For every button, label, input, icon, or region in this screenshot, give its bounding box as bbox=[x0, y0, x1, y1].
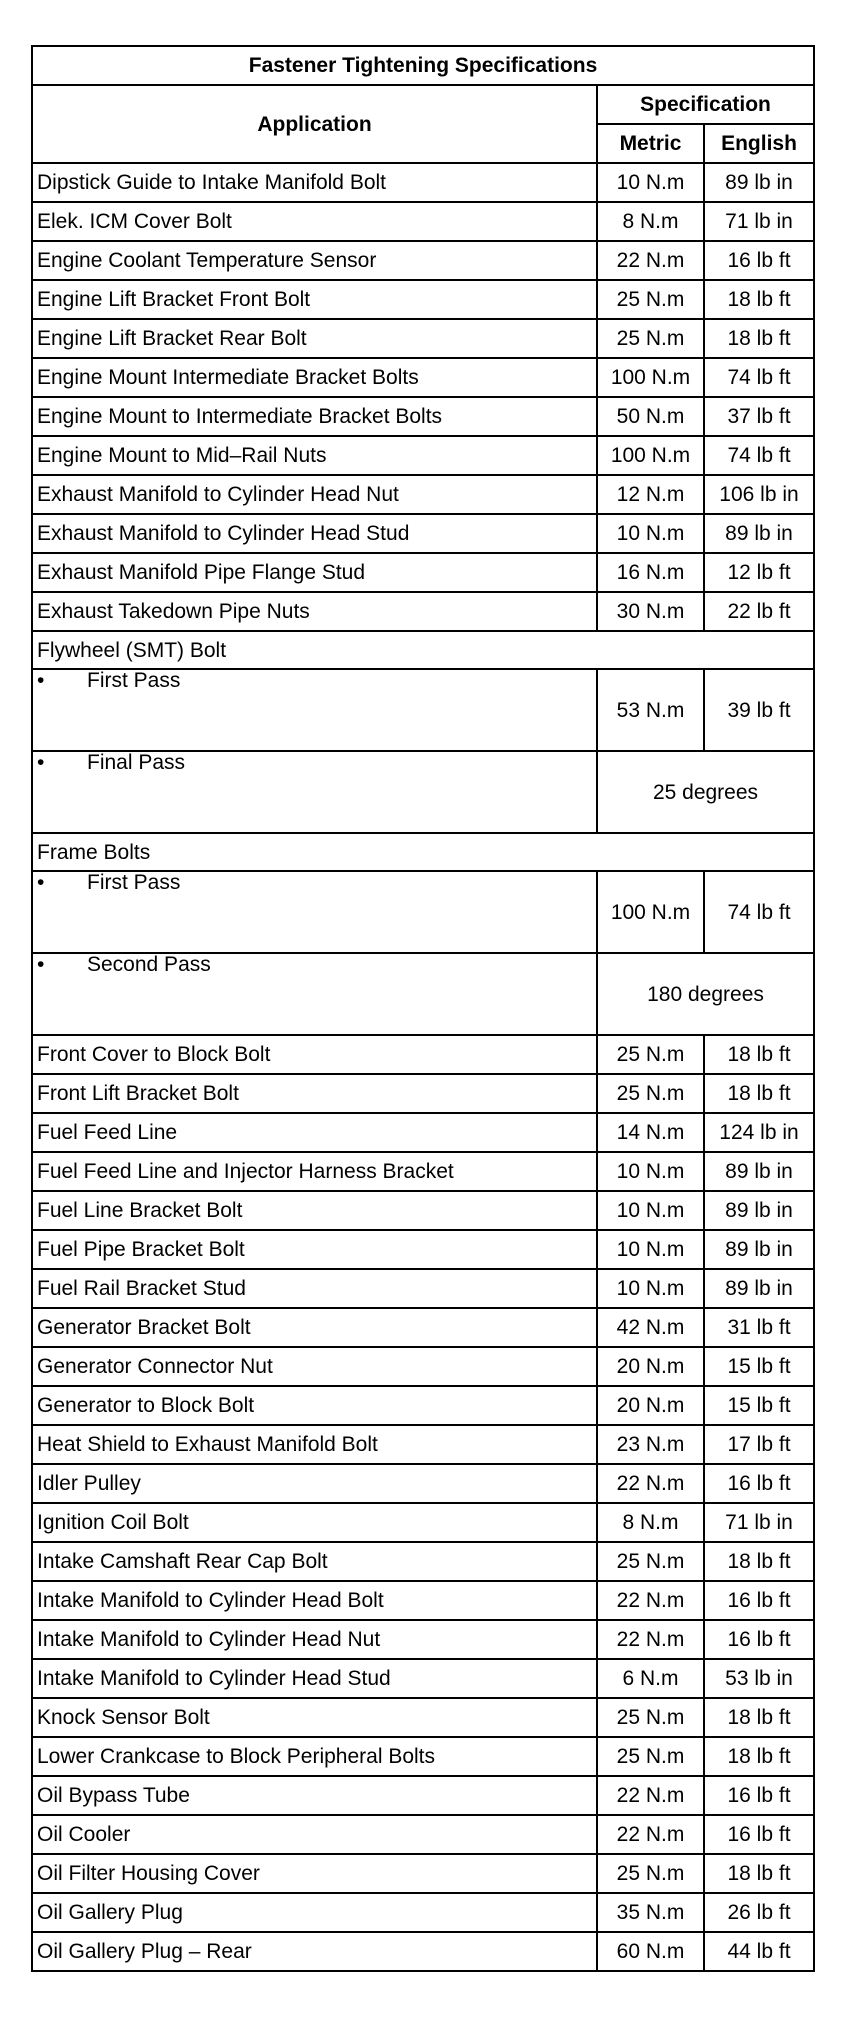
application-cell: Fuel Feed Line and Injector Harness Bracket bbox=[32, 1152, 597, 1191]
table-row bbox=[32, 1542, 814, 1581]
table-row bbox=[32, 1854, 814, 1893]
table-row bbox=[32, 1269, 814, 1308]
english-cell: 71 lb in bbox=[704, 1503, 814, 1542]
english-cell: 18 lb ft bbox=[704, 1074, 814, 1113]
application-cell: Elek. ICM Cover Bolt bbox=[32, 202, 597, 241]
table-row bbox=[32, 1113, 814, 1152]
table-row bbox=[32, 514, 814, 553]
table-row bbox=[32, 1074, 814, 1113]
metric-cell: 10 N.m bbox=[597, 1152, 704, 1191]
table-row bbox=[32, 631, 814, 669]
metric-cell: 25 N.m bbox=[597, 1698, 704, 1737]
english-cell: 18 lb ft bbox=[704, 1737, 814, 1776]
application-cell: Engine Coolant Temperature Sensor bbox=[32, 241, 597, 280]
table-header bbox=[32, 46, 814, 163]
pass-label-text: Final Pass bbox=[87, 751, 186, 774]
metric-cell: 10 N.m bbox=[597, 163, 704, 202]
table-row bbox=[32, 1893, 814, 1932]
english-cell: 16 lb ft bbox=[704, 1464, 814, 1503]
table-row bbox=[32, 397, 814, 436]
english-cell: 71 lb in bbox=[704, 202, 814, 241]
english-cell: 12 lb ft bbox=[704, 553, 814, 592]
table-row bbox=[32, 163, 814, 202]
metric-cell: 22 N.m bbox=[597, 1581, 704, 1620]
application-cell: Generator Bracket Bolt bbox=[32, 1308, 597, 1347]
table-row bbox=[32, 358, 814, 397]
table-row bbox=[32, 280, 814, 319]
table-row bbox=[32, 1698, 814, 1737]
table-row bbox=[32, 319, 814, 358]
pass-label-cell bbox=[32, 871, 597, 953]
english-cell: 89 lb in bbox=[704, 163, 814, 202]
metric-cell: 12 N.m bbox=[597, 475, 704, 514]
metric-cell: 20 N.m bbox=[597, 1347, 704, 1386]
table-row bbox=[32, 1386, 814, 1425]
metric-cell: 14 N.m bbox=[597, 1113, 704, 1152]
application-cell: Front Lift Bracket Bolt bbox=[32, 1074, 597, 1113]
metric-cell: 23 N.m bbox=[597, 1425, 704, 1464]
table-row bbox=[32, 1503, 814, 1542]
metric-cell: 10 N.m bbox=[597, 514, 704, 553]
pass-label-cell bbox=[32, 953, 597, 1035]
application-cell: Intake Camshaft Rear Cap Bolt bbox=[32, 1542, 597, 1581]
table-row bbox=[32, 751, 814, 833]
application-cell: Ignition Coil Bolt bbox=[32, 1503, 597, 1542]
metric-cell: 30 N.m bbox=[597, 592, 704, 631]
pass-label-text: First Pass bbox=[87, 669, 181, 692]
table-row bbox=[32, 1659, 814, 1698]
table-row bbox=[32, 592, 814, 631]
table-row bbox=[32, 553, 814, 592]
table-row bbox=[32, 669, 814, 751]
application-cell: Front Cover to Block Bolt bbox=[32, 1035, 597, 1074]
application-cell: Exhaust Manifold to Cylinder Head Nut bbox=[32, 475, 597, 514]
english-cell: 16 lb ft bbox=[704, 1581, 814, 1620]
application-cell: Engine Lift Bracket Front Bolt bbox=[32, 280, 597, 319]
application-cell: Oil Gallery Plug – Rear bbox=[32, 1932, 597, 1971]
english-cell: 15 lb ft bbox=[704, 1386, 814, 1425]
table-row bbox=[32, 1815, 814, 1854]
application-cell: Idler Pulley bbox=[32, 1464, 597, 1503]
metric-cell: 35 N.m bbox=[597, 1893, 704, 1932]
application-cell: Generator Connector Nut bbox=[32, 1347, 597, 1386]
application-cell: Engine Mount Intermediate Bracket Bolts bbox=[32, 358, 597, 397]
table-row bbox=[32, 1035, 814, 1074]
english-cell: 26 lb ft bbox=[704, 1893, 814, 1932]
english-cell: 16 lb ft bbox=[704, 1815, 814, 1854]
metric-cell: 25 N.m bbox=[597, 1074, 704, 1113]
english-cell: 89 lb in bbox=[704, 1230, 814, 1269]
application-cell: Generator to Block Bolt bbox=[32, 1386, 597, 1425]
application-cell: Fuel Pipe Bracket Bolt bbox=[32, 1230, 597, 1269]
application-cell: Engine Mount to Intermediate Bracket Bolts bbox=[32, 397, 597, 436]
bullet-glyph: • bbox=[37, 953, 45, 976]
metric-cell: 22 N.m bbox=[597, 241, 704, 280]
application-cell: Exhaust Manifold to Cylinder Head Stud bbox=[32, 514, 597, 553]
english-cell: 53 lb in bbox=[704, 1659, 814, 1698]
table-row bbox=[32, 1581, 814, 1620]
english-cell: 74 lb ft bbox=[704, 871, 814, 953]
table-row bbox=[32, 202, 814, 241]
application-cell: Oil Filter Housing Cover bbox=[32, 1854, 597, 1893]
english-cell: 39 lb ft bbox=[704, 669, 814, 751]
english-cell: 31 lb ft bbox=[704, 1308, 814, 1347]
table-row bbox=[32, 1308, 814, 1347]
application-cell: Engine Mount to Mid–Rail Nuts bbox=[32, 436, 597, 475]
bullet-glyph: • bbox=[37, 751, 45, 774]
english-cell: 17 lb ft bbox=[704, 1425, 814, 1464]
english-cell: 18 lb ft bbox=[704, 280, 814, 319]
metric-cell: 25 N.m bbox=[597, 1737, 704, 1776]
table-row bbox=[32, 1932, 814, 1971]
english-cell: 18 lb ft bbox=[704, 1542, 814, 1581]
application-cell: Exhaust Takedown Pipe Nuts bbox=[32, 592, 597, 631]
degrees-cell: 25 degrees bbox=[597, 751, 814, 833]
metric-header: Metric bbox=[597, 124, 704, 163]
table-row bbox=[32, 1464, 814, 1503]
application-cell: Heat Shield to Exhaust Manifold Bolt bbox=[32, 1425, 597, 1464]
table-row bbox=[32, 833, 814, 871]
english-header: English bbox=[704, 124, 814, 163]
table-body bbox=[32, 163, 814, 1971]
application-header: Application bbox=[32, 85, 597, 163]
table-row bbox=[32, 1620, 814, 1659]
english-cell: 37 lb ft bbox=[704, 397, 814, 436]
application-cell: Intake Manifold to Cylinder Head Bolt bbox=[32, 1581, 597, 1620]
table-row bbox=[32, 953, 814, 1035]
table-row bbox=[32, 1737, 814, 1776]
metric-cell: 8 N.m bbox=[597, 202, 704, 241]
table-row bbox=[32, 871, 814, 953]
english-cell: 74 lb ft bbox=[704, 358, 814, 397]
english-cell: 16 lb ft bbox=[704, 241, 814, 280]
metric-cell: 50 N.m bbox=[597, 397, 704, 436]
english-cell: 22 lb ft bbox=[704, 592, 814, 631]
table-row bbox=[32, 1425, 814, 1464]
application-cell: Oil Gallery Plug bbox=[32, 1893, 597, 1932]
metric-cell: 53 N.m bbox=[597, 669, 704, 751]
application-cell: Oil Cooler bbox=[32, 1815, 597, 1854]
english-cell: 18 lb ft bbox=[704, 319, 814, 358]
application-cell: Dipstick Guide to Intake Manifold Bolt bbox=[32, 163, 597, 202]
english-cell: 89 lb in bbox=[704, 1191, 814, 1230]
metric-cell: 25 N.m bbox=[597, 1854, 704, 1893]
metric-cell: 25 N.m bbox=[597, 1542, 704, 1581]
application-cell: Oil Bypass Tube bbox=[32, 1776, 597, 1815]
metric-cell: 20 N.m bbox=[597, 1386, 704, 1425]
metric-cell: 22 N.m bbox=[597, 1815, 704, 1854]
table-row bbox=[32, 1152, 814, 1191]
application-cell: Lower Crankcase to Block Peripheral Bolts bbox=[32, 1737, 597, 1776]
english-cell: 89 lb in bbox=[704, 514, 814, 553]
application-cell: Intake Manifold to Cylinder Head Nut bbox=[32, 1620, 597, 1659]
metric-cell: 22 N.m bbox=[597, 1464, 704, 1503]
table-row bbox=[32, 1230, 814, 1269]
table-row bbox=[32, 436, 814, 475]
application-cell: Intake Manifold to Cylinder Head Stud bbox=[32, 1659, 597, 1698]
english-cell: 18 lb ft bbox=[704, 1854, 814, 1893]
table-row bbox=[32, 1347, 814, 1386]
bullet-glyph: • bbox=[37, 669, 45, 692]
english-cell: 15 lb ft bbox=[704, 1347, 814, 1386]
metric-cell: 25 N.m bbox=[597, 319, 704, 358]
metric-cell: 42 N.m bbox=[597, 1308, 704, 1347]
application-cell: Fuel Rail Bracket Stud bbox=[32, 1269, 597, 1308]
table-row bbox=[32, 241, 814, 280]
bullet-glyph: • bbox=[37, 871, 45, 894]
pass-label-cell bbox=[32, 751, 597, 833]
degrees-cell: 180 degrees bbox=[597, 953, 814, 1035]
metric-cell: 10 N.m bbox=[597, 1269, 704, 1308]
metric-cell: 10 N.m bbox=[597, 1191, 704, 1230]
pass-label-text: First Pass bbox=[87, 871, 181, 894]
application-cell: Fuel Feed Line bbox=[32, 1113, 597, 1152]
metric-cell: 100 N.m bbox=[597, 436, 704, 475]
application-cell: Knock Sensor Bolt bbox=[32, 1698, 597, 1737]
metric-cell: 6 N.m bbox=[597, 1659, 704, 1698]
english-cell: 89 lb in bbox=[704, 1152, 814, 1191]
fastener-spec-table bbox=[31, 45, 815, 1972]
metric-cell: 25 N.m bbox=[597, 1035, 704, 1074]
table-title: Fastener Tightening Specifications bbox=[32, 46, 814, 85]
metric-cell: 100 N.m bbox=[597, 358, 704, 397]
pass-label-cell bbox=[32, 669, 597, 751]
group-heading-cell: Flywheel (SMT) Bolt bbox=[32, 631, 814, 669]
table-row bbox=[32, 1191, 814, 1230]
english-cell: 16 lb ft bbox=[704, 1776, 814, 1815]
english-cell: 89 lb in bbox=[704, 1269, 814, 1308]
english-cell: 74 lb ft bbox=[704, 436, 814, 475]
english-cell: 124 lb in bbox=[704, 1113, 814, 1152]
english-cell: 18 lb ft bbox=[704, 1035, 814, 1074]
application-cell: Exhaust Manifold Pipe Flange Stud bbox=[32, 553, 597, 592]
pass-label-text: Second Pass bbox=[87, 953, 211, 976]
english-cell: 16 lb ft bbox=[704, 1620, 814, 1659]
application-cell: Engine Lift Bracket Rear Bolt bbox=[32, 319, 597, 358]
metric-cell: 25 N.m bbox=[597, 280, 704, 319]
table-row bbox=[32, 1776, 814, 1815]
metric-cell: 16 N.m bbox=[597, 553, 704, 592]
metric-cell: 8 N.m bbox=[597, 1503, 704, 1542]
group-heading-cell: Frame Bolts bbox=[32, 833, 814, 871]
english-cell: 106 lb in bbox=[704, 475, 814, 514]
metric-cell: 60 N.m bbox=[597, 1932, 704, 1971]
metric-cell: 100 N.m bbox=[597, 871, 704, 953]
english-cell: 44 lb ft bbox=[704, 1932, 814, 1971]
english-cell: 18 lb ft bbox=[704, 1698, 814, 1737]
metric-cell: 10 N.m bbox=[597, 1230, 704, 1269]
application-cell: Fuel Line Bracket Bolt bbox=[32, 1191, 597, 1230]
table-row bbox=[32, 475, 814, 514]
metric-cell: 22 N.m bbox=[597, 1620, 704, 1659]
specification-header: Specification bbox=[597, 85, 814, 124]
metric-cell: 22 N.m bbox=[597, 1776, 704, 1815]
